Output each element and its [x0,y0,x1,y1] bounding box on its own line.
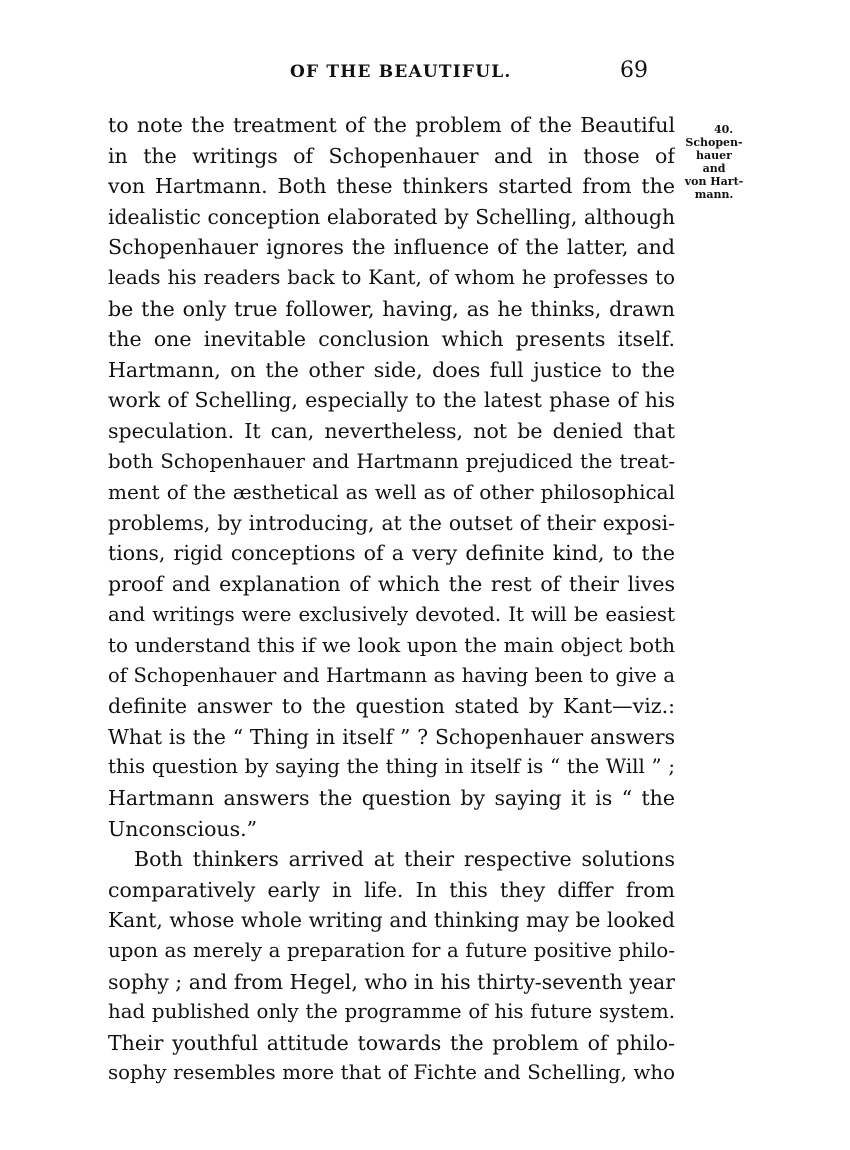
text-line: idealistic conception elaborated by Schelling, although [108,204,675,229]
text-line: in the writings of Schopenhauer and in those of [108,143,675,168]
running-head: OF THE BEAUTIFUL. [290,62,512,82]
text-line: had published only the programme of his future system. [108,1000,675,1024]
text-line: Schopenhauer ignores the influence of the latter, and [108,235,675,260]
text-line: comparatively early in life. In this they differ from [108,877,675,902]
margin-note [684,123,744,201]
text-line: von Hartmann. Both these thinkers started from the [108,174,675,199]
text-line: the one inevitable conclusion which presents itself. [108,327,675,352]
text-line: What is the “ Thing in itself ” ? Schopenhauer answers [108,724,675,749]
text-line: to note the treatment of the problem of the Beautiful [108,113,675,137]
text-line: sophy ; and from Hegel, who in his thirty-seventh year [108,969,675,994]
text-line: upon as merely a preparation for a future positive philo- [108,939,675,963]
text-line: speculation. It can, nevertheless, not be denied that [108,418,675,443]
text-line: both Schopenhauer and Hartmann prejudiced the treat- [108,449,675,473]
text-line: sophy resembles more that of Fichte and Schelling, who [108,1061,675,1085]
text-line: this question by saying the thing in itself is “ the Will ” ; [108,755,675,779]
body-text [108,110,675,1089]
margin-note-line: von Hart- [684,175,744,188]
text-line: definite answer to the question stated by Kant—viz.: [108,694,675,719]
page-number: 69 [620,58,648,83]
text-line: proof and explanation of which the rest of their lives [108,571,675,596]
text-line: of Schopenhauer and Hartmann as having been to give a [108,663,675,687]
margin-note-line: Schopen- [685,136,743,149]
text-line: be the only true follower, having, as he thinks, drawn [108,296,675,321]
text-line: to understand this if we look upon the main object both [108,633,675,658]
text-line: ment of the æsthetical as well as of other philosophical [108,480,675,505]
text-line: and writings were exclusively devoted. It will be easiest [108,602,675,626]
text-line: leads his readers back to Kant, of whom he professes to [108,265,675,289]
text-line: tions, rigid conceptions of a very definite kind, to the [108,541,675,566]
text-line: work of Schelling, especially to the latest phase of his [108,388,675,413]
text-line: Unconscious.” [108,816,258,841]
text-line: problems, by introducing, at the outset of their exposi- [108,510,675,535]
text-line: Kant, whose whole writing and thinking may be looked [108,908,675,933]
text-line: Hartmann answers the question by saying it is “ the [108,786,675,811]
margin-note-line: hauer and [696,149,732,175]
margin-note-line: mann. [694,188,734,201]
margin-note-number: 40. [714,123,734,136]
text-line: Their youthful attitude towards the problem of philo- [108,1030,675,1055]
text-line: Both thinkers arrived at their respective solutions [134,847,675,872]
text-line: Hartmann, on the other side, does full justice to the [108,357,675,382]
page-header [0,58,850,98]
